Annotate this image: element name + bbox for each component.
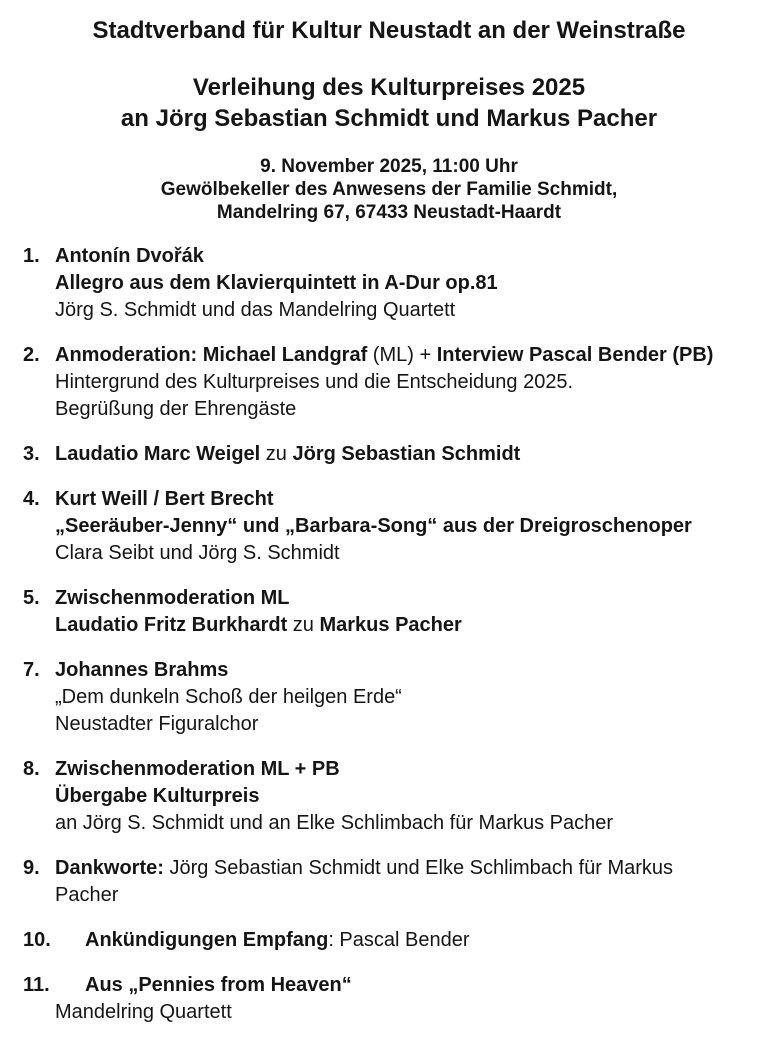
event-date-time: 9. November 2025, 11:00 Uhr [260, 156, 518, 177]
document-page [0, 16, 776, 1040]
event-meta [23, 155, 755, 224]
program-item [23, 972, 755, 1026]
item-number: 7. [23, 659, 40, 681]
item-line [55, 486, 755, 513]
program-item [23, 927, 755, 954]
item-number: 3. [23, 443, 40, 465]
item-text-bold: Johannes Brahms [55, 659, 229, 681]
item-text: zu [287, 614, 320, 636]
item-line [55, 810, 755, 837]
item-text: an Jörg S. Schmidt und an Elke Schlimbach für Markus Pacher [55, 812, 614, 834]
item-number: 2. [23, 344, 40, 366]
item-text: Begrüßung der Ehrengäste [55, 398, 297, 420]
program-item [23, 486, 755, 567]
item-text: Clara Seibt und Jörg S. Schmidt [55, 542, 340, 564]
item-text: : Pascal Bender [328, 929, 470, 951]
item-line [55, 783, 755, 810]
org-title: Stadtverband für Kultur Neustadt an der Weinstraße [92, 17, 686, 44]
item-number: 11. [23, 974, 50, 996]
item-text-bold: Dankworte: [55, 857, 164, 879]
item-text-bold: Interview Pascal Bender (PB) [436, 344, 714, 366]
item-line [55, 441, 755, 468]
item-text-bold: Laudatio Marc Weigel [55, 443, 261, 465]
program-item [23, 585, 755, 639]
item-text-bold: Kurt Weill / Bert Brecht [55, 488, 274, 510]
item-line [55, 540, 755, 567]
item-text-bold: Jörg Sebastian Schmidt [292, 443, 521, 465]
item-line [55, 999, 755, 1026]
item-line [55, 657, 755, 684]
item-line [55, 612, 755, 639]
item-text-bold: Laudatio Fritz Burkhardt [55, 614, 288, 636]
item-text-bold: Antonín Dvořák [55, 245, 204, 267]
item-text-bold: Übergabe Kulturpreis [55, 785, 260, 807]
item-number: 5. [23, 587, 40, 609]
item-text-bold: Zwischenmoderation ML + PB [55, 758, 340, 780]
item-line [55, 342, 755, 369]
item-text: Hintergrund des Kulturpreises und die Entscheidung 2025. [55, 371, 574, 393]
item-line [55, 396, 755, 423]
item-line [55, 756, 755, 783]
item-text-bold: Allegro aus dem Klavierquintett in A-Dur op.81 [55, 272, 498, 294]
item-text: Jörg Sebastian Schmidt und Elke Schlimbach für Markus [163, 857, 674, 879]
item-text-bold: Zwischenmoderation ML [55, 587, 290, 609]
item-line [55, 684, 755, 711]
item-text: „Dem dunkeln Schoß der heilgen Erde“ [55, 686, 402, 708]
item-line [55, 855, 755, 882]
program-item [23, 441, 755, 468]
event-title-line2: an Jörg Sebastian Schmidt und Markus Pacher [120, 105, 658, 132]
item-number: 10. [23, 929, 51, 951]
item-text-bold: Aus „Pennies from Heaven“ [85, 974, 352, 996]
item-line [55, 369, 755, 396]
item-line [55, 243, 755, 270]
program-item [23, 657, 755, 738]
item-text: zu [260, 443, 293, 465]
program-item [23, 855, 755, 909]
item-text-bold: Ankündigungen Empfang [85, 929, 329, 951]
item-text: (ML) + [367, 344, 437, 366]
item-line [55, 297, 755, 324]
event-title [23, 72, 755, 134]
item-line [55, 927, 755, 954]
event-venue-line2: Mandelring 67, 67433 Neustadt-Haardt [216, 202, 562, 223]
program-item [23, 243, 755, 324]
event-title-line1: Verleihung des Kulturpreises 2025 [192, 74, 586, 101]
event-venue-line1: Gewölbekeller des Anwesens der Familie Schmidt, [160, 179, 618, 200]
item-line [55, 711, 755, 738]
program-list [23, 243, 755, 1026]
item-line [55, 972, 755, 999]
item-text-bold: Anmoderation: Michael Landgraf [55, 344, 368, 366]
item-text-bold: Markus Pacher [319, 614, 462, 636]
item-number: 8. [23, 758, 40, 780]
item-number: 9. [23, 857, 40, 879]
item-number: 1. [23, 245, 40, 267]
item-text: Pacher [55, 884, 119, 906]
item-line [55, 513, 755, 540]
item-text: Mandelring Quartett [55, 1001, 232, 1023]
item-line [55, 882, 755, 909]
item-text: Neustadter Figuralchor [55, 713, 259, 735]
item-text: Jörg S. Schmidt und das Mandelring Quartett [55, 299, 456, 321]
item-text-bold: „Seeräuber-Jenny“ und „Barbara-Song“ aus der Dreigroschenoper [55, 515, 692, 537]
item-line [55, 585, 755, 612]
item-line [55, 270, 755, 297]
program-item [23, 342, 755, 423]
program-item [23, 756, 755, 837]
item-number: 4. [23, 488, 40, 510]
